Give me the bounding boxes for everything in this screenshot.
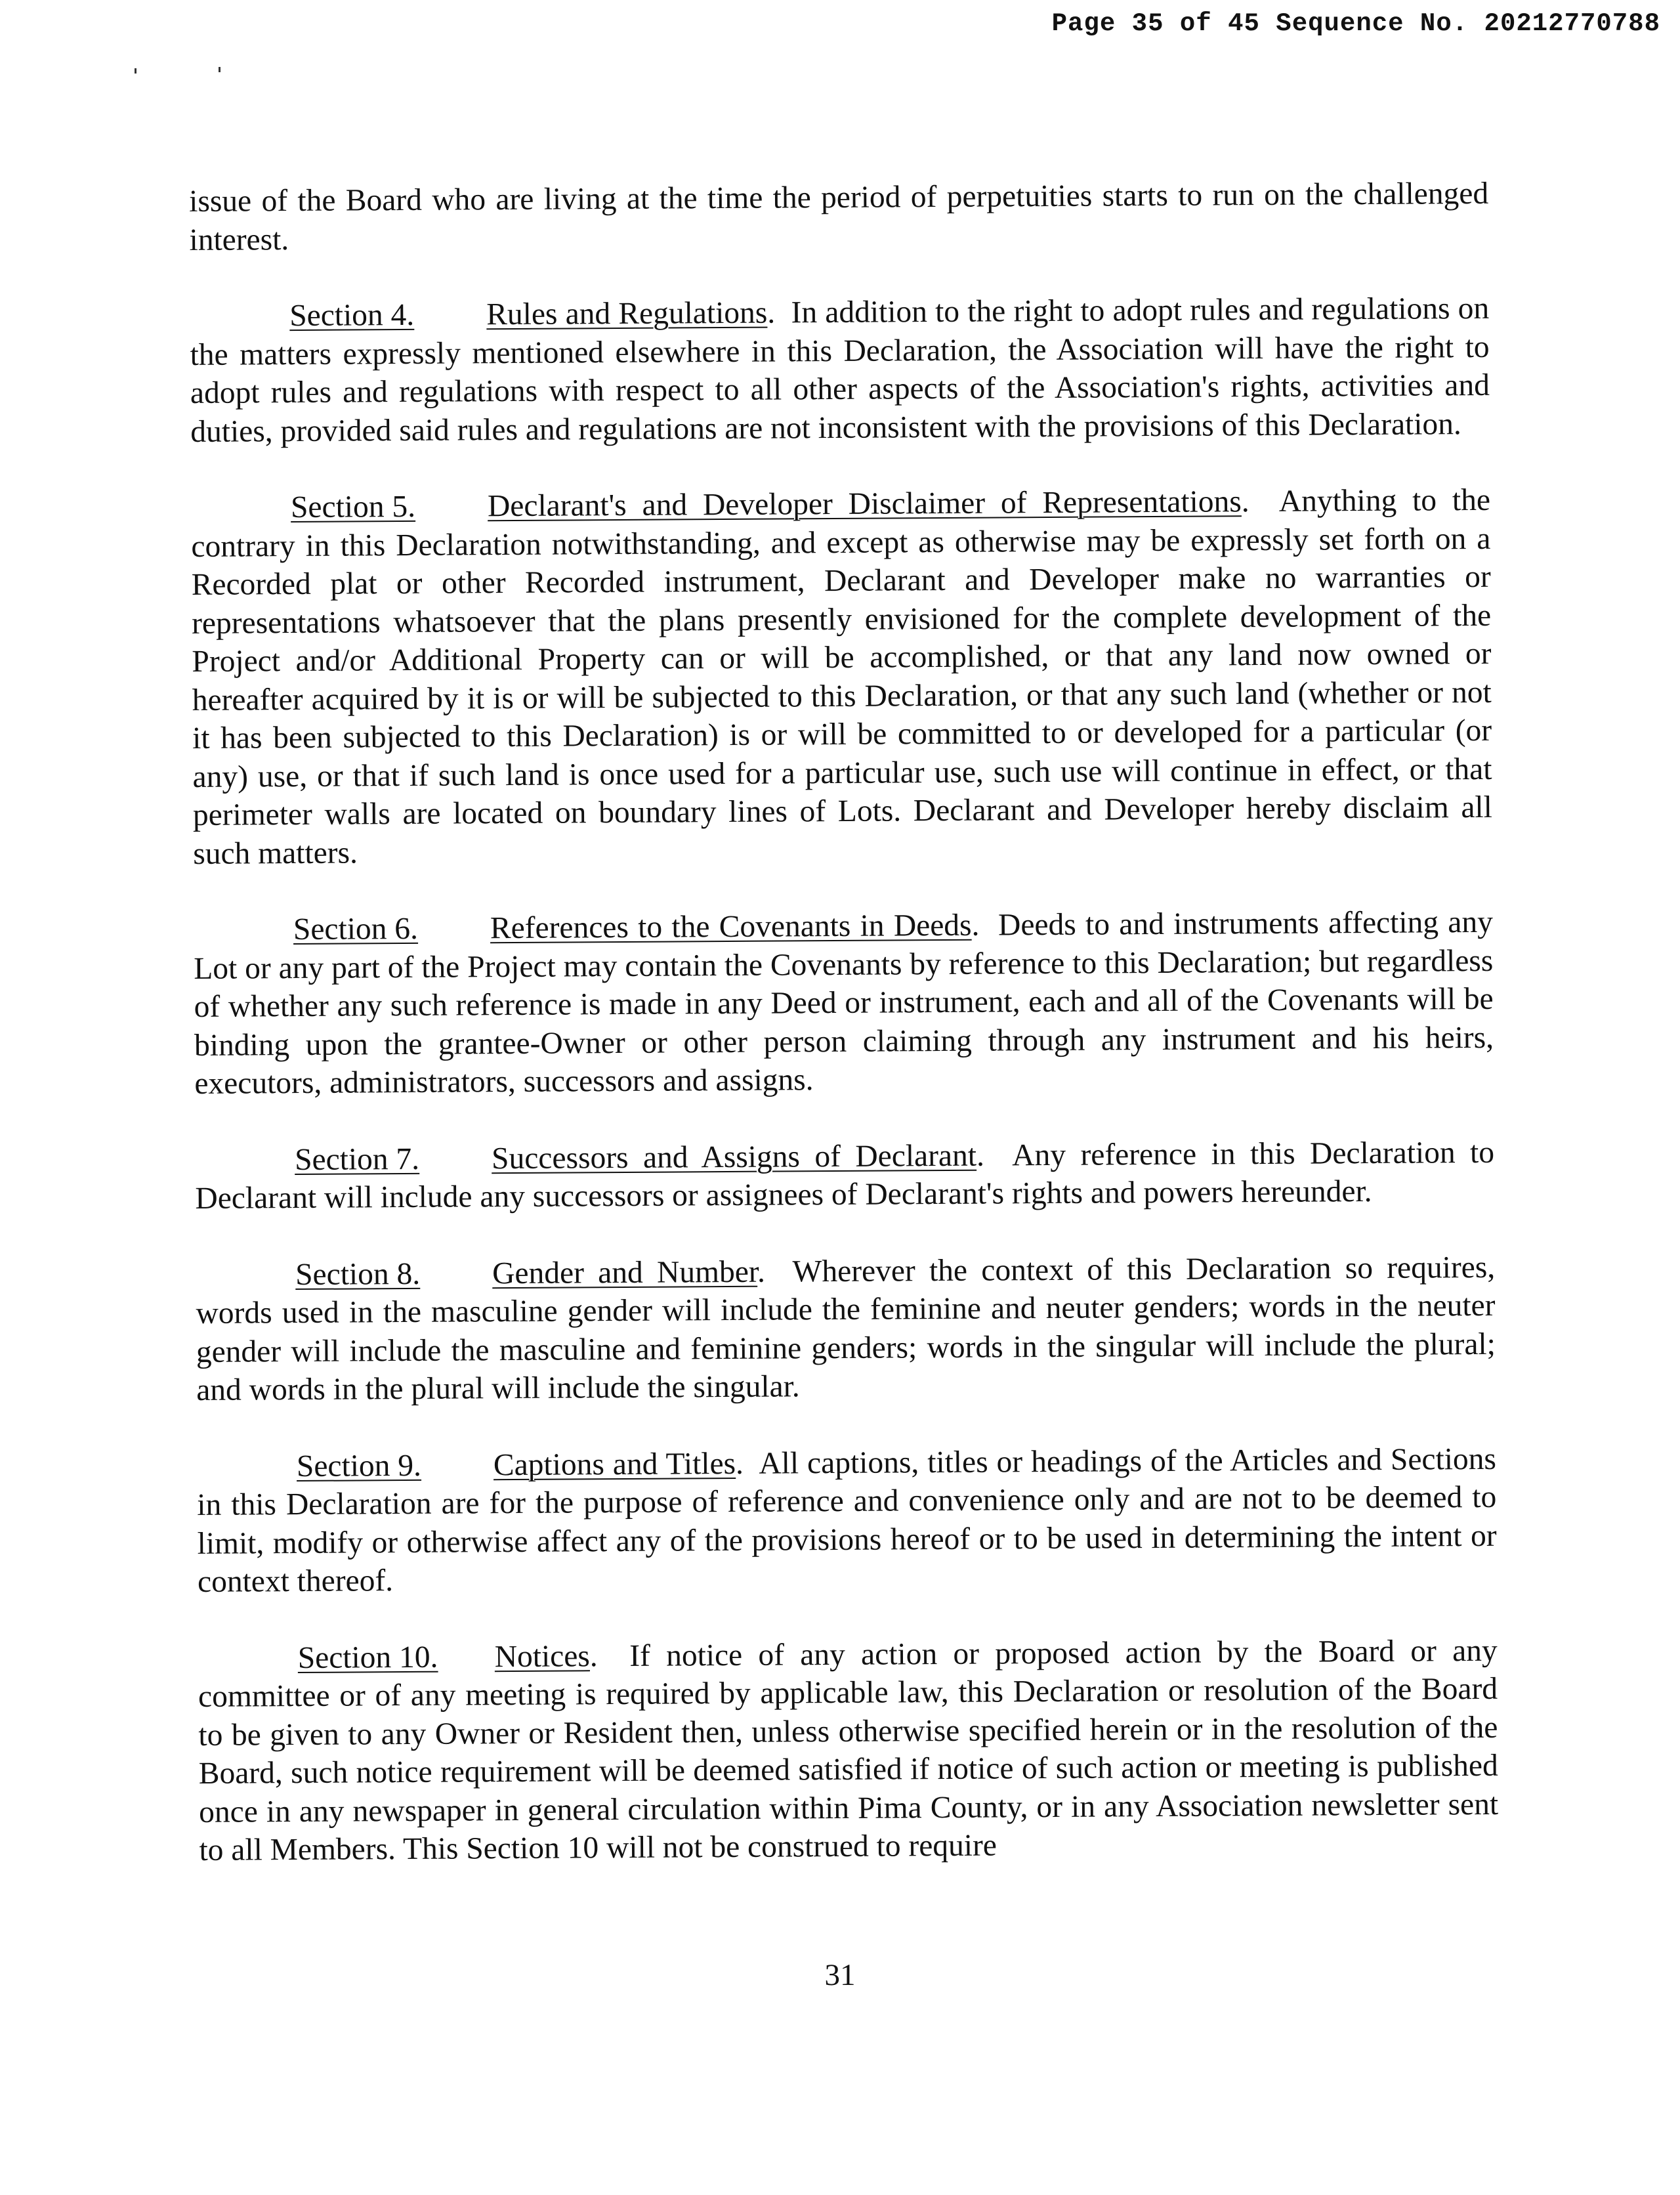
opening-paragraph: issue of the Board who are living at the time the period of perpetuities starts to run on the challenged interest. — [189, 176, 1489, 257]
page-sequence-header: Page 35 of 45 Sequence No. 20212770788 — [1051, 9, 1660, 38]
section-title: Declarant's and Developer Disclaimer of Representations — [487, 484, 1242, 524]
section-body: Wherever the context of this Declaration so requires, words used in the masculine gender will include the feminine and neuter genders; words in the neuter gender will include the masculine and feminine genders; words in the singular will include the plural; and words in the plural will include the singular. — [196, 1250, 1496, 1407]
section-title: Successors and Assigns of Declarant — [491, 1138, 977, 1176]
section-body: Any reference in this Declaration to Declarant will include any successors or assignees of Declarant's rights and powers hereunder. — [195, 1135, 1495, 1216]
section-title: Rules and Regulations — [486, 295, 768, 332]
section-body: Deeds to and instruments affecting any Lot or any part of the Project may contain the Covenants by reference to this Declaration; but regardless of whether any such reference is made in any Deed or instrument, each and all of the Covenants will be binding upon the grantee-Owner or other person claiming through any instrument and his heirs, executors, administrators, successors and assigns. — [194, 905, 1494, 1101]
section-number: Section 9. — [296, 1448, 422, 1483]
section-7: Section 7. Successors and Assigns of Declarant. Any reference in this Declaration to Declarant will include any successors or assignees of Declarant's rights and powers hereunder. — [195, 1135, 1495, 1216]
scan-speck — [135, 68, 136, 74]
section-title: Captions and Titles — [493, 1446, 736, 1482]
section-number: Section 10. — [297, 1640, 438, 1675]
section-title: Gender and Number — [492, 1254, 758, 1290]
section-number: Section 6. — [293, 911, 419, 947]
section-number: Section 7. — [294, 1141, 420, 1177]
document-body — [189, 175, 1499, 1908]
section-number: Section 5. — [290, 489, 416, 525]
section-9: Section 9. Captions and Titles. All captions, titles or headings of the Articles and Sections in this Declaration are for the purpose of reference and convenience only and are not to be deemed to limit, modify or otherwise affect any of the provisions hereof or to be used in determining the intent or context thereof. — [197, 1441, 1497, 1599]
page-number: 31 — [824, 1958, 856, 1992]
scan-speck — [219, 67, 220, 72]
section-6: Section 6. References to the Covenants in Deeds. Deeds to and instruments affecting any Lot or any part of the Project may contain the Covenants by reference to this Declaration; but regardless of whether any such reference is made in any Deed or instrument, each and all of the Covenants will be binding upon the grantee-Owner or other person claiming through any instrument and his heirs, executors, administrators, successors and assigns. — [194, 905, 1494, 1101]
section-body: All captions, titles or headings of the Articles and Sections in this Declaration are for the purpose of reference and convenience only and are not to be deemed to limit, modify or otherwise affect any of the provisions hereof or to be used in determining the intent or context thereof. — [197, 1441, 1497, 1599]
section-title: Notices — [494, 1638, 590, 1674]
scan-specks — [135, 68, 226, 81]
section-title: References to the Covenants in Deeds — [490, 908, 972, 946]
section-number: Section 4. — [289, 297, 415, 333]
section-number: Section 8. — [295, 1256, 421, 1292]
section-body: If notice of any action or proposed action by the Board or any committee or of any meeting is required by applicable law, this Declaration or resolution of the Board to be given to any Owner or Resident then, unless otherwise specified herein or in the resolution of the Board, such notice requirement will be deemed satisfied if notice of such action or meeting is published once in any newspaper in general circulation within Pima County, or in any Association newsletter sent to all Members. This Section 10 will not be construed to require — [198, 1633, 1499, 1867]
section-8: Section 8. Gender and Number. Wherever the context of this Declaration so requires, words used in the masculine gender will include the feminine and neuter genders; words in the neuter gender will include the masculine and feminine genders; words in the singular will include the plural; and words in the plural will include the singular. — [196, 1250, 1496, 1407]
section-body: Anything to the contrary in this Declaration notwithstanding, and except as otherwise may be expressly set forth on a Recorded plat or other Recorded instrument, Declarant and Developer make no warranties or representations whatsoever that the plans presently envisioned for the complete development of the Project and/or Additional Property can or will be accomplished, or that any land now owned or hereafter acquired by it is or will be subjected to this Declaration, or that any such land (whether or not it has been subjected to this Declaration) is or will be committed to or developed for a particular (or any) use, or that if such land is once used for a particular use, such use will continue in effect, or that perimeter walls are located on boundary lines of Lots. Declarant and Developer hereby disclaim all such matters. — [191, 482, 1493, 871]
section-10: Section 10. Notices. If notice of any action or proposed action by the Board or any committee or of any meeting is required by applicable law, this Declaration or resolution of the Board to be given to any Owner or Resident then, unless otherwise specified herein or in the resolution of the Board, such notice requirement will be deemed satisfied if notice of such action or meeting is published once in any newspaper in general circulation within Pima County, or in any Association newsletter sent to all Members. This Section 10 will not be construed to require — [198, 1633, 1499, 1867]
section-body: In addition to the right to adopt rules and regulations on the matters expressly mentioned elsewhere in this Declaration, the Association will have the right to adopt rules and regulations with respect to all other aspects of the Association's rights, activities and duties, provided said rules and regulations are not inconsistent with the provisions of this Declaration. — [190, 291, 1490, 449]
section-5: Section 5. Declarant's and Developer Disclaimer of Representations. Anything to the contrary in this Declaration notwithstanding, and except as otherwise may be expressly set forth on a Recorded plat or other Recorded instrument, Declarant and Developer make no warranties or representations whatsoever that the plans presently envisioned for the complete development of the Project and/or Additional Property can or will be accomplished, or that any land now owned or hereafter acquired by it is or will be subjected to this Declaration, or that any such land (whether or not it has been subjected to this Declaration) is or will be committed to or developed for a particular (or any) use, or that if such land is once used for a particular use, such use will continue in effect, or that perimeter walls are located on boundary lines of Lots. Declarant and Developer hereby disclaim all such matters. — [191, 482, 1493, 871]
section-4: Section 4. Rules and Regulations. In addition to the right to adopt rules and regulations on the matters expressly mentioned elsewhere in this Declaration, the Association will have the right to adopt rules and regulations with respect to all other aspects of the Association's rights, activities and duties, provided said rules and regulations are not inconsistent with the provisions of this Declaration. — [190, 291, 1490, 449]
